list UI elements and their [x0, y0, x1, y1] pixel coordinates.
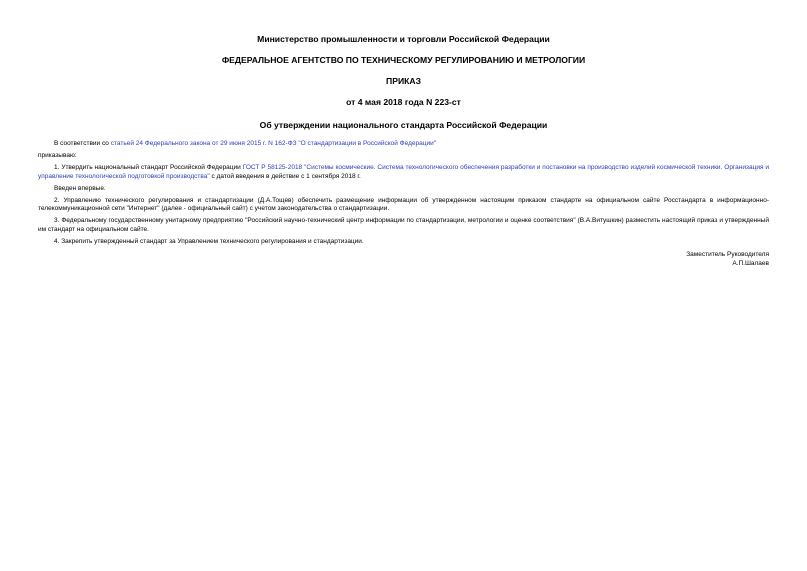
item-1-text: 1. Утвердить национальный стандарт Российской Федерации [54, 163, 243, 171]
intro-text: В соответствии со [54, 140, 111, 147]
item-1-date-text: с датой введения в действие с 1 сентября 2018 г. [209, 172, 361, 180]
intro-paragraph [38, 140, 769, 149]
signature-position: Заместитель Руководителя [686, 251, 769, 259]
signature-block [38, 250, 769, 268]
document-body [38, 140, 769, 247]
document-page [38, 34, 769, 268]
signature-name: А.П.Шалаев [732, 260, 769, 268]
item-1-paragraph [38, 164, 769, 182]
ministry-title: Министерство промышленности и торговли Российской Федерации [257, 34, 550, 44]
item-2-paragraph: 2. Управлению технического регулирования и стандартизации (Д.А.Тощев) обеспечить размещение информации об утвержденном настоящим приказом стандарте на официальном сайте Росстандарта в информационно-телекоммуникационной сети "Интернет" (далее - официальный сайт) с учетом законодательства о стандартизации. [38, 196, 769, 213]
document-date-number: от 4 мая 2018 года N 223-ст [346, 97, 461, 107]
law-article-link[interactable]: статьей 24 Федерального закона от 29 июня 2015 г. N 162-ФЗ "О стандартизации в Российской Федерации" [110, 140, 437, 147]
agency-title: ФЕДЕРАЛЬНОЕ АГЕНТСТВО ПО ТЕХНИЧЕСКОМУ РЕГУЛИРОВАНИЮ И МЕТРОЛОГИИ [221, 55, 586, 65]
item-3-paragraph: 3. Федеральному государственному унитарному предприятию "Российский научно-технический центр информации по стандартизации, метрологии и оценке соответствия" (В.А.Витушкин) разместить настоящий приказ и утвержденный им стандарт на официальном сайте. [38, 217, 769, 234]
standard-link[interactable]: ГОСТ Р 58125-2018 "Системы космические. Система технологического обеспечения разработки и постановки на производство изделий космической техники. Организация и управление технологической подготовкой производства" [38, 163, 769, 180]
document-subject: Об утверждении национального стандарта Российской Федерации [259, 120, 548, 130]
order-word: приказываю: [38, 151, 77, 159]
introduced-note: Введен впервые. [54, 184, 106, 192]
item-4-paragraph: 4. Закрепить утвержденный стандарт за Управлением технического регулирования и стандартизации. [54, 238, 364, 246]
document-type: ПРИКАЗ [386, 76, 421, 86]
